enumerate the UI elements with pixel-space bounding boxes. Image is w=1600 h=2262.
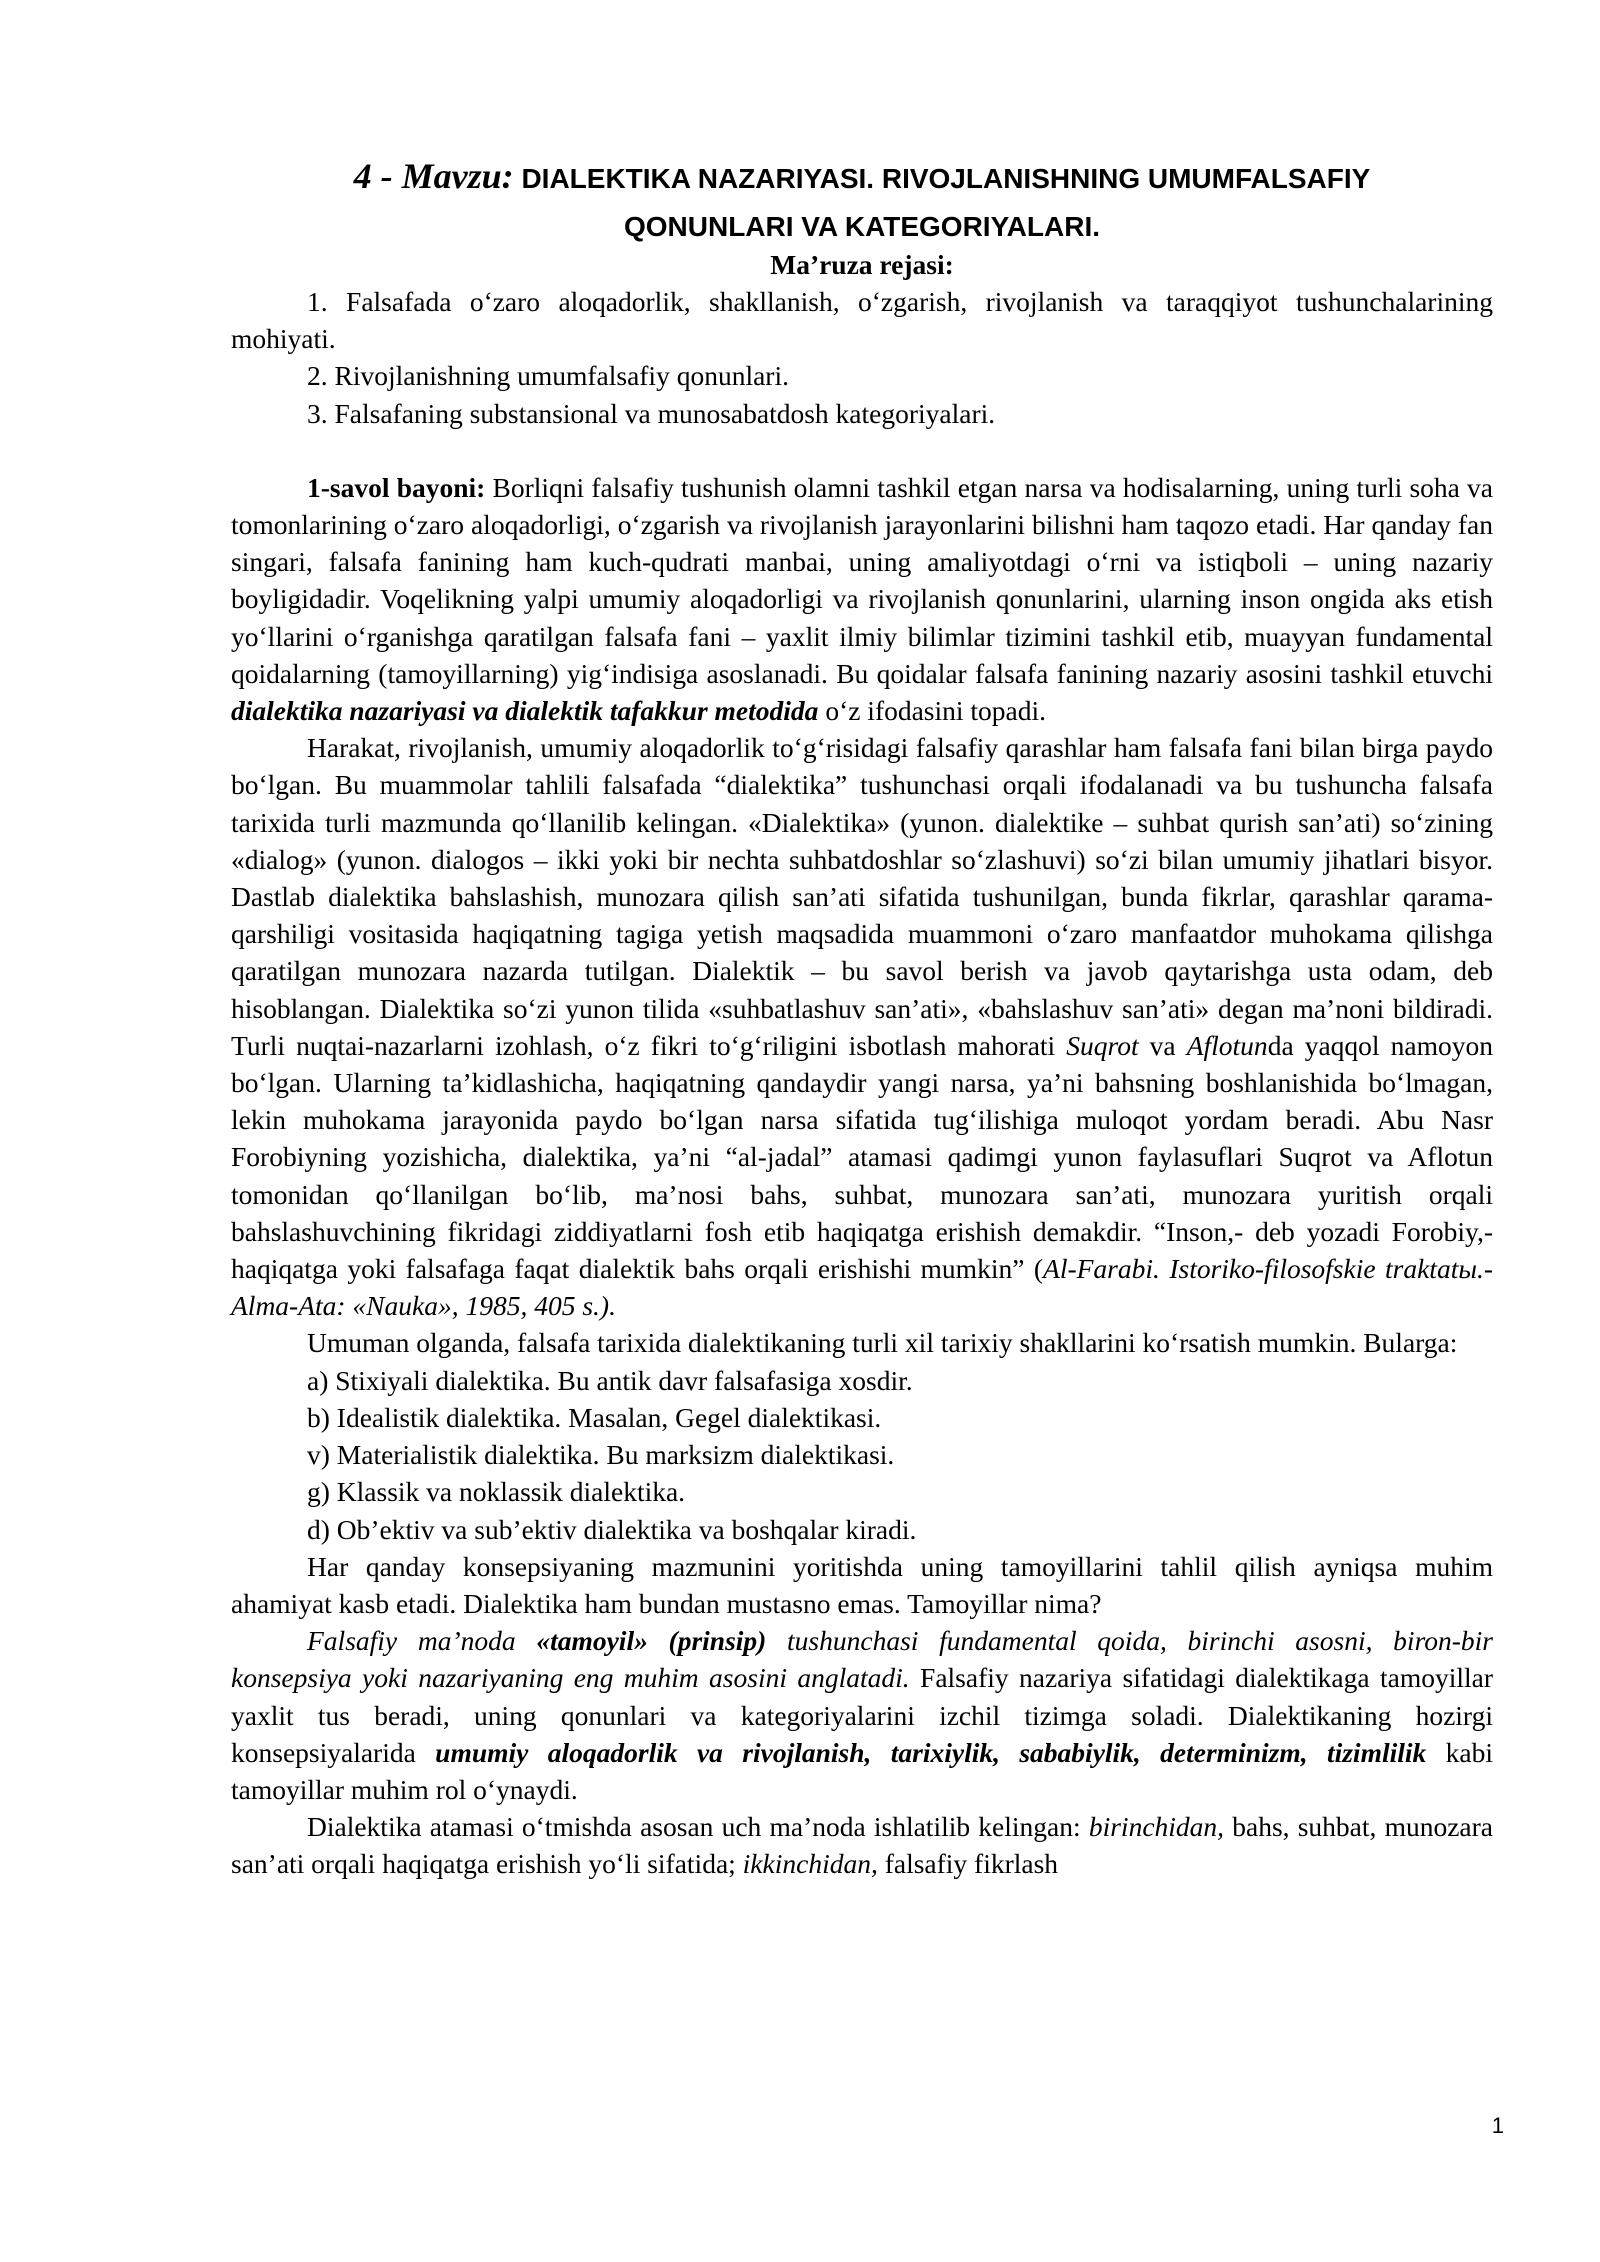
- paragraph-1-text: Borliqni falsafiy tushunish olamni tashkil etgan narsa va hodisalarning, uning turli soha va tomonlarining o‘zaro aloqadorligi, o‘zgarish va rivojlanish jarayonlarini bilishni ham taqozo etadi. Har qanday fan singari, falsafa fanining ham kuch-qudrati manbai, uning amaliyotdagi o‘rni va istiqboli – uning nazariy boyligidadir. Voqelikning yalpi umumiy aloqadorligi va rivojlanish qonunlarini, ularning inson ongida aks etish yo‘llarini o‘rganishga qaratilgan falsafa fani – yaxlit ilmiy bilimlar tizimini tashkil etib, muayyan fundamental qoidalarning (tamoyillarning) yig‘indisiga asoslanadi. Bu qoidalar falsafa fanining nazariy asosini tashkil etuvchi: [231, 471, 1493, 689]
- list-item: v) Materialistik dialektika. Bu marksizm dialektikasi.: [307, 1439, 895, 1471]
- list-item: b) Idealistik dialektika. Masalan, Gegel dialektikasi.: [307, 1401, 882, 1433]
- page-content: [231, 152, 1493, 1883]
- paragraph-3: Umuman olganda, falsafa tarixida dialektikaning turli xil tarixiy shakllarini ko‘rsatish mumkin. Bularga:: [307, 1327, 1458, 1359]
- paragraph-2: [231, 729, 1493, 1324]
- paragraph-1-tail: o‘z ifodasini topadi.: [818, 695, 1047, 727]
- paragraph-2-va: va: [1138, 1029, 1187, 1061]
- title-prefix: 4 - Mavzu:: [353, 156, 514, 196]
- paragraph-5-italic-1: Falsafiy ma’noda: [307, 1625, 537, 1657]
- paragraph-2-text-b: da yaqqol namoyon bo‘lgan. Ularning ta’kidlashicha, haqiqatning qandaydir yangi narsa, ya’ni bahsning boshlanishida bo‘lmagan, lekin muhokama jarayonida paydo bo‘lgan narsa sifatida tug‘ilishiga muloqot yordam beradi. Abu Nasr Forobiyning yozishicha, dialektika, ya’ni “al-jadal” atamasi qadimgi yunon faylasuflari Suqrot va Aflotun tomonidan qo‘llanilgan bo‘lib, ma’nosi bahs, suhbat, munozara san’ati, munozara yuritish orqali bahslashuvchining fikridagi ziddiyatlarni fosh etib haqiqatga erishish demakdir. “Inson,- deb yozadi Forobiy,- haqiqatga yoki falsafaga faqat dialektik bahs orqali erishishi mumkin” (: [231, 1029, 1493, 1285]
- word-birinchidan: birinchidan,: [1088, 1811, 1225, 1843]
- spacer: [231, 432, 1493, 469]
- list-item: a) Stixiyali dialektika. Bu antik davr falsafasiga xosdir.: [307, 1364, 913, 1396]
- page-number: 1: [1491, 2113, 1504, 2138]
- paragraph-5-italic-2: tushunchasi fundamental qoida, birinchi asosni, biron-bir konsepsiya yoki nazariyaning eng muhim asosini anglatadi.: [231, 1625, 1493, 1694]
- plan-item-3: 3. Falsafaning substansional va munosabatdosh kategoriyalari.: [307, 397, 996, 429]
- paragraph-6-text-c: falsafiy fikrlash: [877, 1848, 1059, 1880]
- plan-item-1: 1. Falsafada o‘zaro aloqadorlik, shakllanish, o‘zgarish, rivojlanish va taraqqiyot tushunchalarining mohiyati.: [231, 286, 1493, 355]
- paragraph-6-text-a: Dialektika atamasi o‘tmishda asosan uch ma’noda ishlatilib kelingan:: [307, 1811, 1089, 1843]
- word-ikkinchidan: ikkinchidan,: [742, 1848, 878, 1880]
- plan-item-2: 2. Rivojlanishning umumfalsafiy qonunlari.: [307, 360, 789, 392]
- paragraph-2-text-a: Harakat, rivojlanish, umumiy aloqadorlik to‘g‘risidagi falsafiy qarashlar ham falsafa fani bilan birga paydo bo‘lgan. Bu muammolar tahlili falsafada “dialektika” tushunchasi orqali ifodalanadi va bu tushuncha falsafa tarixida turli mazmunda qo‘llanilib kelingan. «Dialektika» (yunon. dialektike – suhbat qurish san’ati) so‘zining «dialog» (yunon. dialogos – ikki yoki bir nechta suhbatdoshlar so‘zlashuvi) so‘zi bilan umumiy jihatlari bisyor. Dastlab dialektika bahslashish, munozara qilish san’ati sifatida tushunilgan, bunda fikrlar, qarashlar qarama-qarshiligi vositasida haqiqatning tagiga yetish maqsadida muammoni o‘zaro manfaatdor muhokama qilishga qaratilgan munozara nazarda tutilgan. Dialektik – bu savol berish va javob qaytarishga usta odam, deb hisoblangan. Dialektika so‘zi yunon tilida «suhbatlashuv san’ati», «bahslashuv san’ati» degan ma’noni bildiradi. Turli nuqtai-nazarlarni izohlash, o‘z fikri to‘g‘riligini isbotlash mahorati: [231, 732, 1493, 1061]
- title-line-1: DIALEKTIKA NAZARIYASI. RIVOJLANISHNING UMUMFALSAFIY: [521, 163, 1371, 194]
- lecture-title: [231, 152, 1493, 251]
- term-tamoyil: «tamoyil» (prinsip): [536, 1625, 767, 1657]
- paragraph-1: [231, 469, 1493, 729]
- title-line-2: QONUNLARI VA KATEGORIYALARI.: [623, 211, 1100, 242]
- paragraph-6: [231, 1808, 1493, 1882]
- citation: Al-Farabi. Istoriko-filosofskie traktatы.- Alma-Ata: «Nauka», 1985, 405 s.).: [231, 1253, 1493, 1322]
- paragraph-5-text-2: kabi tamoyillar muhim rol o‘ynaydi.: [231, 1736, 1493, 1805]
- paragraph-5: [231, 1622, 1493, 1808]
- paragraph-5-text-1: Falsafiy nazariya sifatidagi dialektikaga tamoyillar yaxlit tus beradi, uning qonunlari va kategoriyalarini izchil tizimga soladi. Dialektikaning hozirgi konsepsiyalarida: [231, 1662, 1493, 1768]
- name-aflotun: Aflotun: [1186, 1029, 1268, 1061]
- name-suqrot: Suqrot: [1066, 1029, 1139, 1061]
- question-1-lead: 1-savol bayoni:: [307, 471, 486, 503]
- list-item: d) Ob’ektiv va sub’ektiv dialektika va boshqalar kiradi.: [307, 1513, 917, 1545]
- paragraph-6-text-b: bahs, suhbat, munozara san’ati orqali haqiqatga erishish yo‘li sifatida;: [231, 1811, 1493, 1880]
- list-item: g) Klassik va noklassik dialektika.: [307, 1476, 686, 1508]
- plan-heading: Ma’ruza rejasi:: [770, 249, 954, 280]
- paragraph-4: Har qanday konsepsiyaning mazmunini yoritishda uning tamoyillarini tahlil qilish ayniqsa muhim ahamiyat kasb etadi. Dialektika ham bundan mustasno emas. Tamoyillar nima?: [231, 1550, 1493, 1619]
- paragraph-1-emphasis: dialektika nazariyasi va dialektik tafakkur metodida: [231, 695, 819, 727]
- principles-list: umumiy aloqadorlik va rivojlanish, tarixiylik, sababiylik, determinizm, tizimlilik: [435, 1736, 1427, 1768]
